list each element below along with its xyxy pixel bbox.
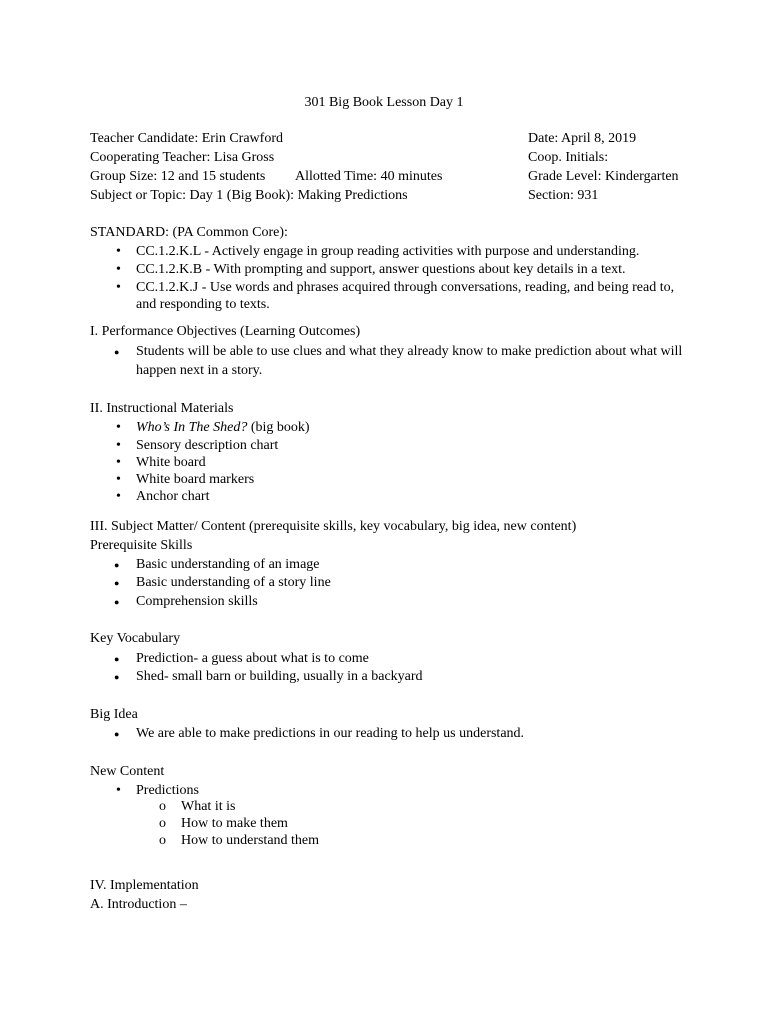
list-item: ● Students will be able to use clues and what they already know to make prediction about what will <box>136 343 682 361</box>
subject-topic: Subject or Topic: Day 1 (Big Book): Making Predictions <box>90 188 408 203</box>
cooperating-teacher: Cooperating Teacher: Lisa Gross <box>90 150 275 165</box>
page-title: 301 Big Book Lesson Day 1 <box>304 95 464 110</box>
group-size: Group Size: 12 and 15 students <box>90 169 266 184</box>
list-item: ● Comprehension skills <box>136 593 258 611</box>
standard-heading: STANDARD: (PA Common Core): <box>90 225 288 240</box>
list-item <box>136 419 310 437</box>
date: Date: April 8, 2019 <box>528 131 637 146</box>
list-item: • CC.1.2.K.J - Use words and phrases acquired through conversations, reading, and being read to, <box>136 279 674 297</box>
list-item: • CC.1.2.K.L - Actively engage in group reading activities with purpose and understanding. <box>136 243 639 261</box>
grade-level: Grade Level: Kindergarten <box>528 169 679 184</box>
sub-list-item: o How to understand them <box>181 832 319 850</box>
materials-heading: II. Instructional Materials <box>90 401 234 416</box>
list-item: • White board markers <box>136 471 254 489</box>
section: Section: 931 <box>528 188 599 203</box>
book-suffix: (big book) <box>247 420 310 435</box>
teacher-candidate: Teacher Candidate: Erin Crawford <box>90 131 283 146</box>
prereq-heading: Prerequisite Skills <box>90 538 193 553</box>
list-item: ● We are able to make predictions in our reading to help us understand. <box>136 725 524 743</box>
vocab-heading: Key Vocabulary <box>90 631 181 646</box>
introduction-heading: A. Introduction – <box>90 897 187 912</box>
list-item: • Predictions <box>136 782 199 800</box>
list-item-continuation: and responding to texts. <box>136 297 270 312</box>
list-item-continuation: happen next in a story. <box>136 363 263 378</box>
implementation-heading: IV. Implementation <box>90 878 199 893</box>
list-item: • Anchor chart <box>136 488 209 506</box>
allotted-time: Allotted Time: 40 minutes <box>295 169 443 184</box>
big-idea-heading: Big Idea <box>90 707 138 722</box>
list-item: • White board <box>136 454 206 472</box>
new-content-heading: New Content <box>90 764 165 779</box>
list-item: ● Basic understanding of an image <box>136 556 320 574</box>
list-item: • CC.1.2.K.B - With prompting and support, answer questions about key details in a text. <box>136 261 626 279</box>
book-title: Who’s In The Shed? <box>136 420 248 435</box>
list-item: ● Basic understanding of a story line <box>136 574 331 592</box>
subject-matter-heading: III. Subject Matter/ Content (prerequisite skills, key vocabulary, big idea, new content) <box>90 519 577 534</box>
list-item: ● Shed- small barn or building, usually in a backyard <box>136 668 423 686</box>
sub-list-item: o How to make them <box>181 815 288 833</box>
objectives-heading: I. Performance Objectives (Learning Outcomes) <box>90 324 361 339</box>
list-item: ● Prediction- a guess about what is to come <box>136 650 369 668</box>
coop-initials: Coop. Initials: <box>528 150 609 165</box>
sub-list-item: o What it is <box>181 798 235 816</box>
list-item: • Sensory description chart <box>136 437 278 455</box>
